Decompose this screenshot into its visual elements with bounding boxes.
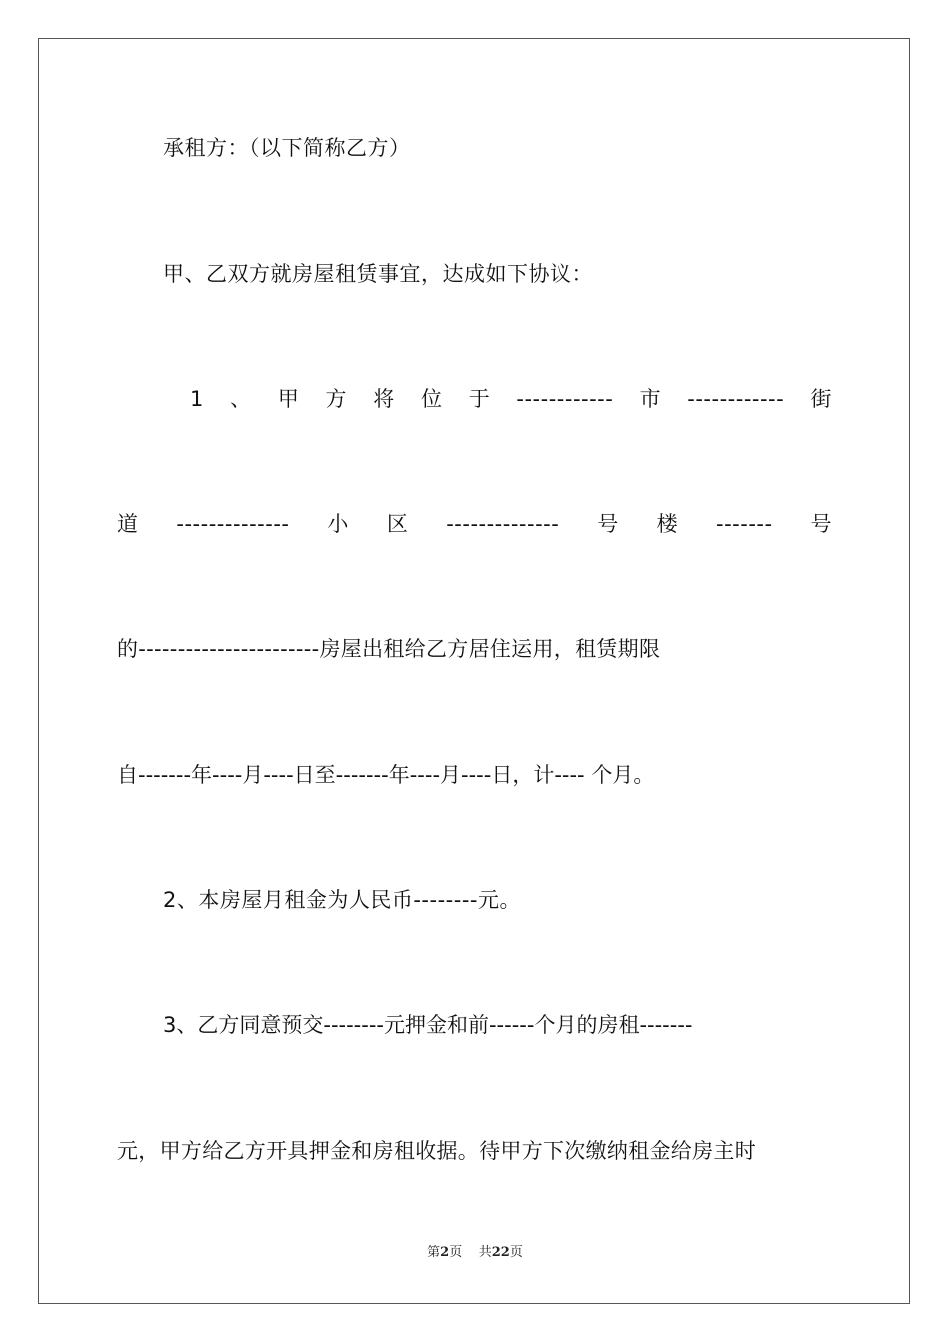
token: 区 [386,512,409,536]
clause-1-line-4: 自-------年----月----日至-------年----月----日，计---- 个月。 [117,763,655,787]
token: 将 [373,387,395,411]
token: 小 [327,512,349,536]
blank-community: -------------- [446,512,560,536]
token: 楼 [656,512,679,536]
token: 号 [810,512,832,536]
token: 1 [190,387,204,411]
token: 街 [810,387,832,411]
blank-city: ------------ [516,387,614,411]
token: 甲 [277,387,300,411]
clause-3-line-2: 元，甲方给乙方开具押金和房租收据。待甲方下次缴纳租金给房主时 [117,1139,756,1163]
blank-subdistrict: -------------- [176,512,290,536]
token: 位 [420,387,443,411]
page-prefix: 第 [427,1245,441,1260]
total-prefix: 共 [478,1245,492,1260]
clause-1-line-1 [190,384,832,414]
page-border [38,38,910,1304]
token: 道 [117,512,139,536]
token: 于 [468,387,491,411]
agreement-intro: 甲、乙双方就房屋租赁事宜，达成如下协议： [163,262,593,286]
total-suffix: 页 [509,1245,523,1260]
page-suffix: 页 [449,1245,463,1260]
clause-1-line-2 [117,509,832,539]
clause-2: 2、本房屋月租金为人民币--------元。 [163,888,521,912]
total-pages: 22 [491,1245,510,1260]
blank-building: ------- [716,512,773,536]
token: 方 [325,387,348,411]
token: 市 [639,387,662,411]
page-number: 2 [440,1245,450,1260]
clause-3-line-1: 3、乙方同意预交--------元押金和前------个月的房租------- [163,1013,693,1037]
token: 、 [230,387,252,411]
page-footer [0,1244,950,1262]
token: 号 [597,512,619,536]
lessee-line: 承租方：（以下简称乙方） [163,136,411,160]
clause-1-line-3: 的-----------------------房屋出租给乙方居住运用，租赁期限 [117,637,661,661]
blank-street: ------------ [687,387,785,411]
